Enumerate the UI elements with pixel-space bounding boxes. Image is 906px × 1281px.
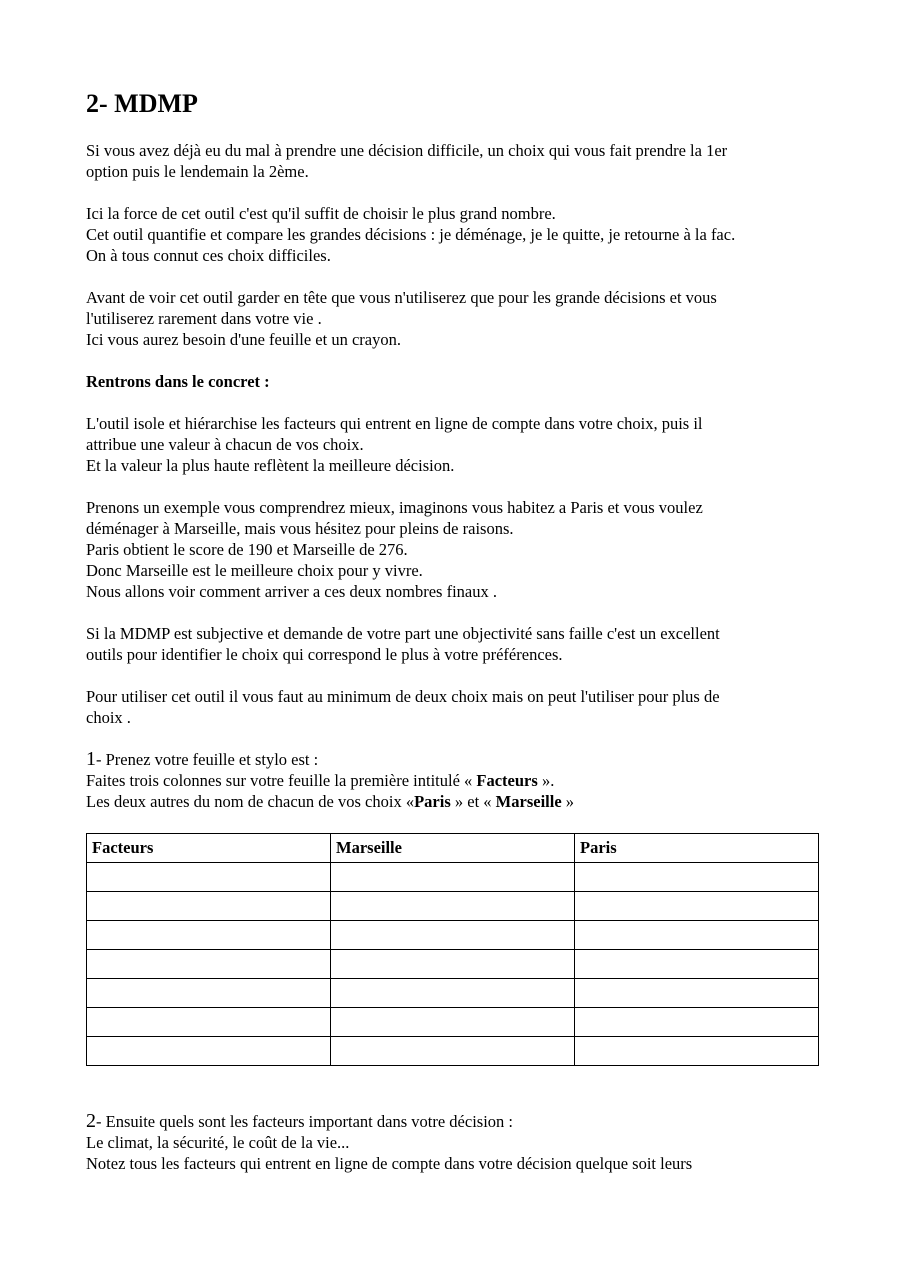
table-cell (575, 863, 819, 892)
table-cell (331, 921, 575, 950)
table-header-facteurs: Facteurs (87, 834, 331, 863)
table-row (87, 863, 819, 892)
table-row (87, 950, 819, 979)
step-1-number: 1 (86, 748, 96, 770)
step-2: 2- Ensuite quels sont les facteurs important dans votre décision : Le climat, la sécurité, le coût de la vie... Notez tous les facteurs qui entrent en ligne de compte dans votre décision quelque soit leurs (86, 1110, 693, 1173)
document-body (86, 88, 826, 1174)
table-row (87, 979, 819, 1008)
step-1: 1- Prenez votre feuille et stylo est : Faites trois colonnes sur votre feuille la première intitulé « Facteurs ». Les deux autres du nom de chacun de vos choix «Paris » et « Marseille » (86, 748, 575, 811)
table-cell (331, 950, 575, 979)
intro-paragraph: Si vous avez déjà eu du mal à prendre une décision difficile, un choix qui vous fait prendre la 1er option puis le lendemain la 2ème. (86, 141, 728, 181)
table-row (87, 1037, 819, 1066)
table-cell (87, 892, 331, 921)
subjective-paragraph: Si la MDMP est subjective et demande de votre part une objectivité sans faille c'est un excellent outils pour identifier le choix qui correspond le plus à votre préférences. (86, 624, 720, 664)
table-cell (87, 863, 331, 892)
table-cell (331, 1008, 575, 1037)
step-2-number: 2 (86, 1110, 96, 1132)
table-cell (331, 1037, 575, 1066)
table-cell (87, 979, 331, 1008)
table-cell (87, 950, 331, 979)
table-cell (575, 921, 819, 950)
page-title: 2- MDMP (86, 89, 198, 118)
force-paragraph: Ici la force de cet outil c'est qu'il suffit de choisir le plus grand nombre. Cet outil quantifie et compare les grandes décisions : je déménage, je le quitte, je retourne à la fac. On à tous connut ces choix difficiles. (86, 204, 736, 265)
table-header-paris: Paris (575, 834, 819, 863)
table-header-row (87, 834, 819, 863)
table-cell (575, 1037, 819, 1066)
table-cell (331, 979, 575, 1008)
table-cell (575, 1008, 819, 1037)
table-cell (87, 1008, 331, 1037)
table-cell (331, 863, 575, 892)
table-cell (331, 892, 575, 921)
table-row (87, 1008, 819, 1037)
table-row (87, 892, 819, 921)
table-cell (575, 979, 819, 1008)
avant-paragraph: Avant de voir cet outil garder en tête que vous n'utiliserez que pour les grande décisions et vous l'utiliserez rarement dans votre vie . Ici vous aurez besoin d'une feuille et un crayon. (86, 288, 717, 349)
factors-table (86, 833, 819, 1066)
table-cell (87, 921, 331, 950)
subheading: Rentrons dans le concret : (86, 372, 270, 391)
table-cell (87, 1037, 331, 1066)
table-row (87, 921, 819, 950)
table-cell (575, 892, 819, 921)
exemple-paragraph: Prenons un exemple vous comprendrez mieux, imaginons vous habitez a Paris et vous voulez déménager à Marseille, mais vous hésitez pour pleins de raisons. Paris obtient le score de 190 et Marseille de 276. Donc Marseille est le meilleure choix pour y vivre. Nous allons voir comment arriver a ces deux nombres finaux . (86, 498, 703, 601)
minimum-paragraph: Pour utiliser cet outil il vous faut au minimum de deux choix mais on peut l'utiliser pour plus de choix . (86, 687, 720, 727)
table-body (87, 863, 819, 1066)
table-cell (575, 950, 819, 979)
outil-paragraph: L'outil isole et hiérarchise les facteurs qui entrent en ligne de compte dans votre choix, puis il attribue une valeur à chacun de vos choix. Et la valeur la plus haute reflètent la meilleure décision. (86, 414, 703, 475)
table-header-marseille: Marseille (331, 834, 575, 863)
